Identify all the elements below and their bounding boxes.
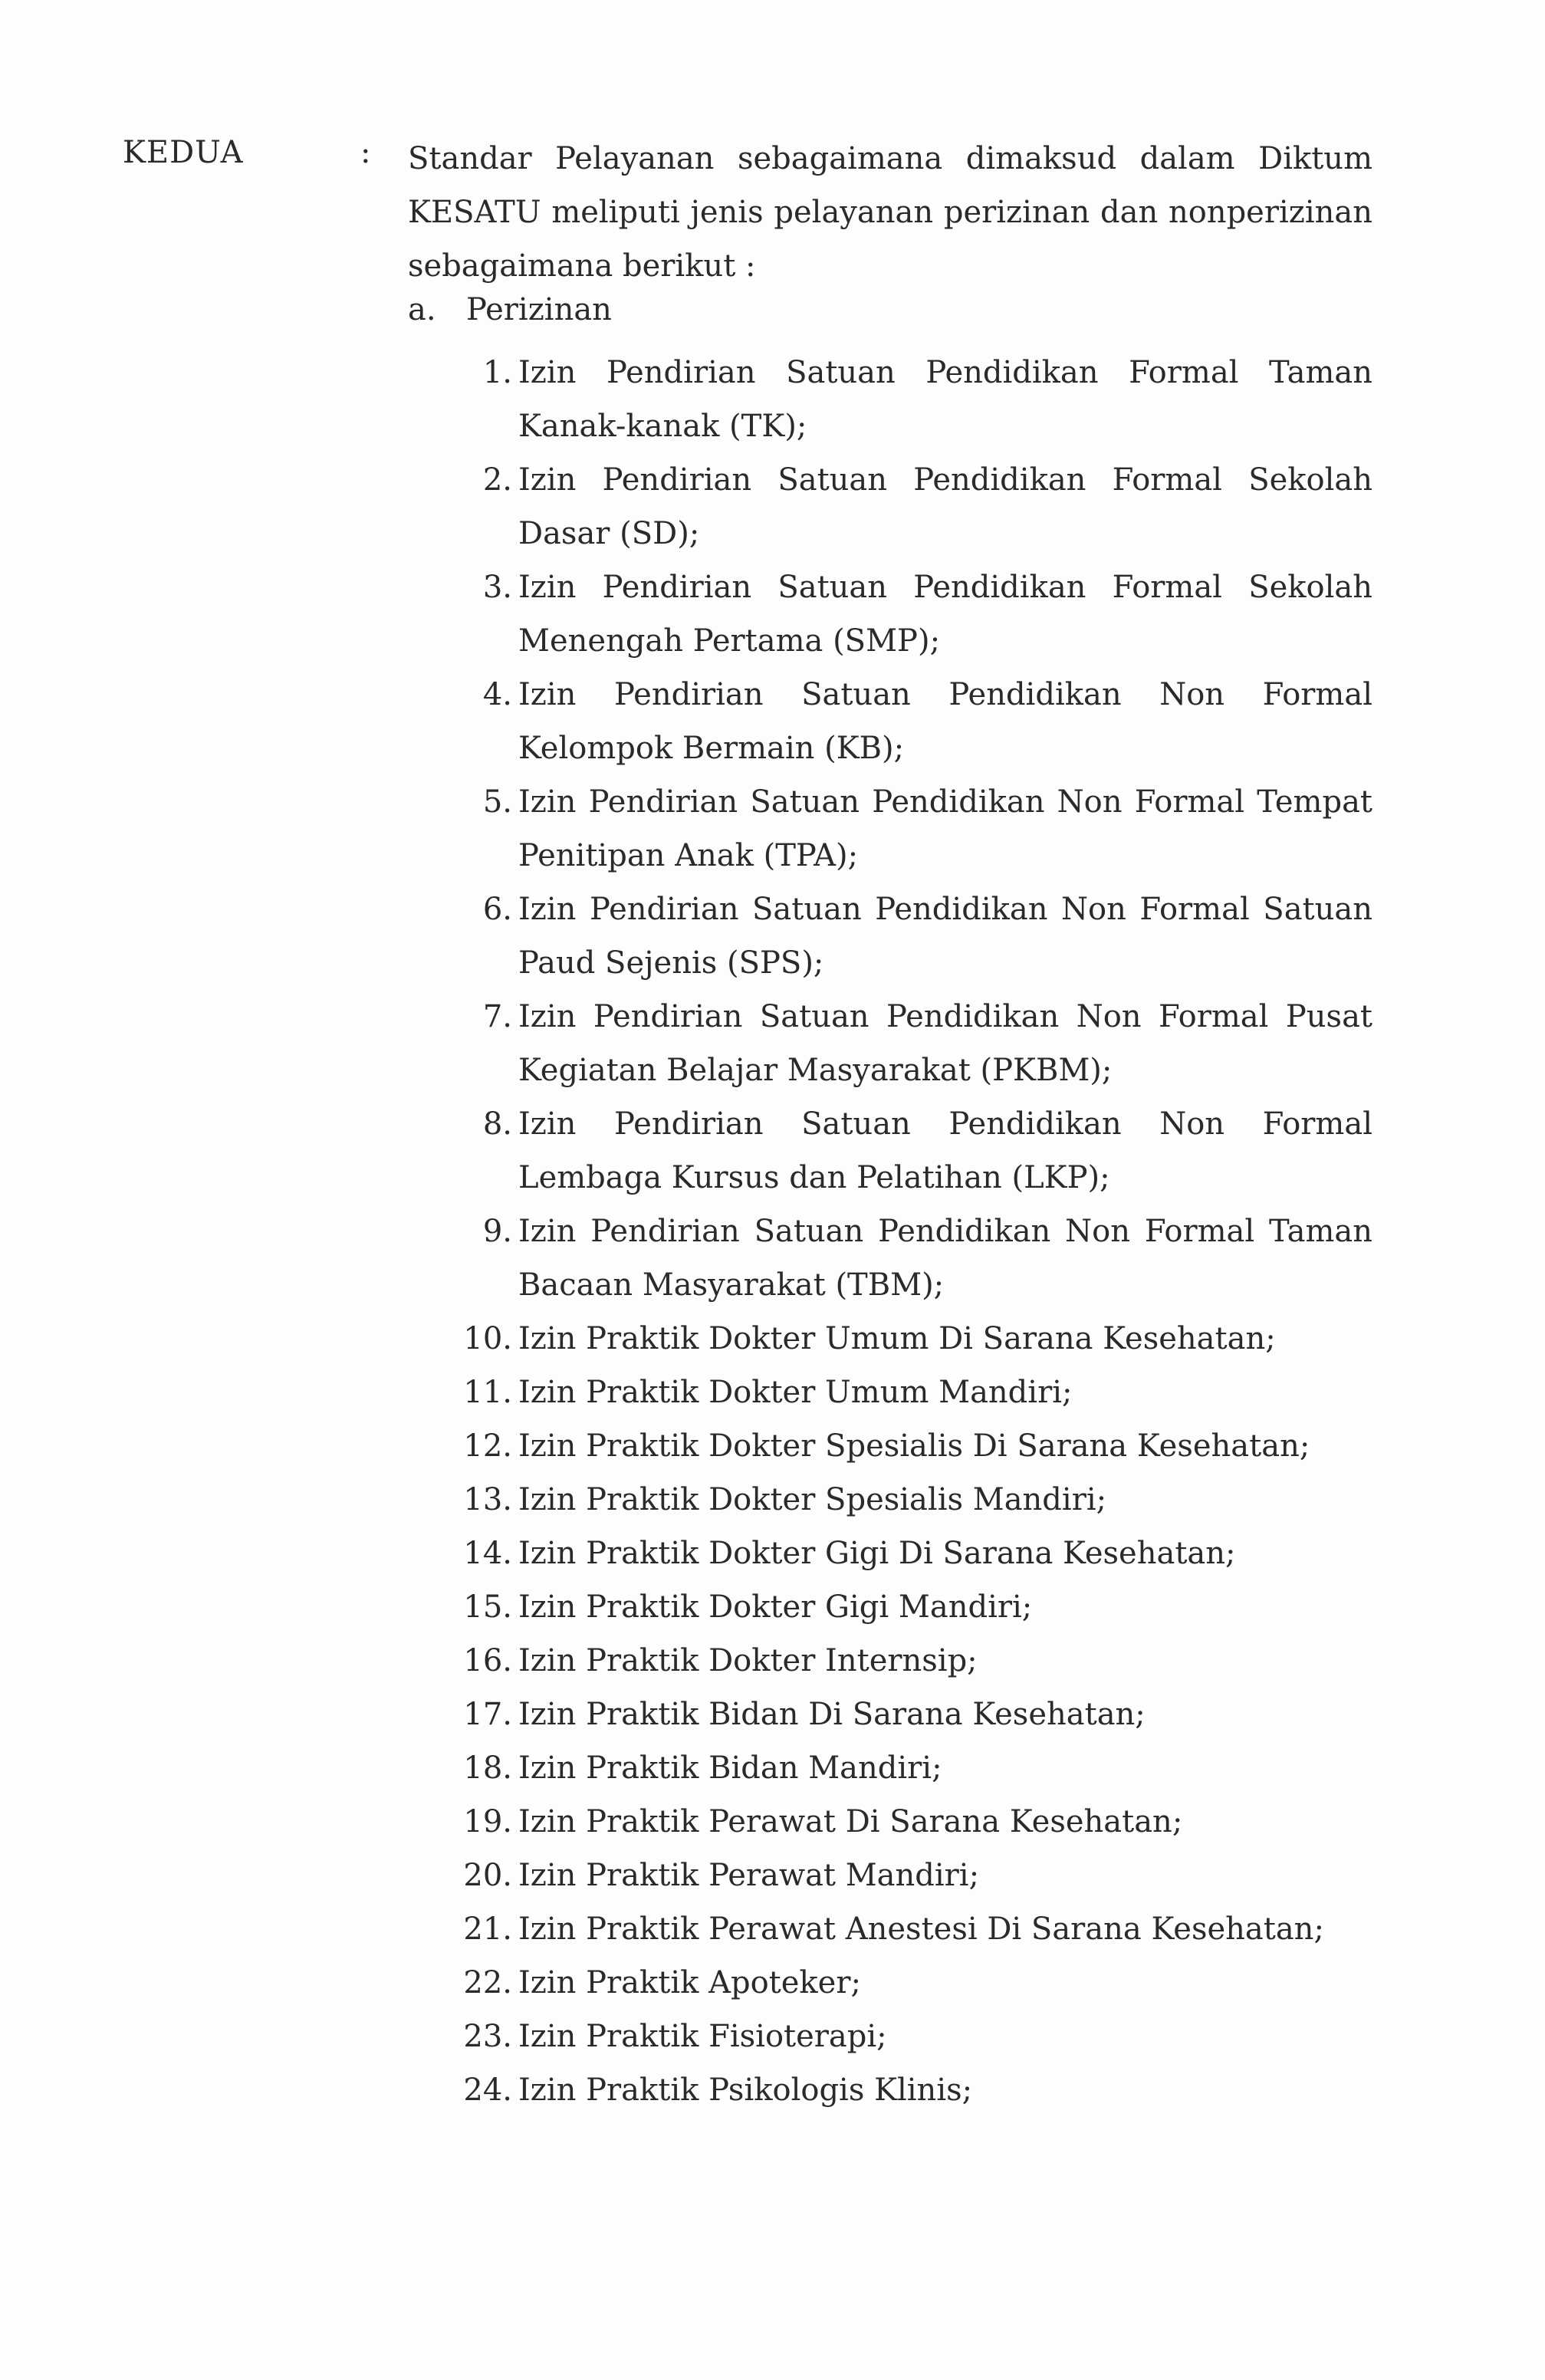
list-item-number: 2. [482, 462, 512, 498]
list-item-text: Izin Praktik Bidan Di Sarana Kesehatan; [518, 1697, 1146, 1732]
list-item [459, 2063, 1372, 2117]
list-item-text: Izin Praktik Bidan Mandiri; [518, 1750, 942, 1786]
list-item [459, 1688, 1372, 1741]
list-item [459, 1312, 1372, 1366]
label-separator: : [360, 135, 371, 170]
list-item-text: Izin Praktik Dokter Gigi Di Sarana Kesehatan; [518, 1536, 1236, 1571]
list-item-number: 20. [463, 1858, 512, 1893]
list-item-number: 1. [482, 355, 512, 390]
list-item-number: 23. [463, 2019, 512, 2054]
list-item [459, 1902, 1372, 1956]
list-item-text: Izin Pendirian Satuan Pendidikan Formal Taman Kanak-kanak (TK); [518, 355, 1372, 444]
list-item [459, 1097, 1372, 1205]
list-item-text: Izin Praktik Dokter Umum Mandiri; [518, 1375, 1073, 1410]
list-item-text: Izin Praktik Psikologis Klinis; [518, 2073, 973, 2108]
permit-list [459, 346, 1372, 2117]
list-item [459, 1956, 1372, 2010]
list-item-number: 13. [463, 1482, 512, 1517]
list-item-text: Izin Praktik Perawat Di Sarana Kesehatan; [518, 1804, 1183, 1839]
list-item [459, 453, 1372, 560]
list-item-number: 5. [482, 784, 512, 820]
list-item-text: Izin Praktik Perawat Anestesi Di Sarana Kesehatan; [518, 1912, 1324, 1947]
list-item [459, 346, 1372, 453]
list-item-number: 14. [463, 1536, 512, 1571]
list-item [459, 1580, 1372, 1634]
list-item-text: Izin Praktik Dokter Spesialis Di Sarana Kesehatan; [518, 1428, 1310, 1464]
list-item-number: 15. [463, 1589, 512, 1625]
list-item-text: Izin Pendirian Satuan Pendidikan Non Formal Pusat Kegiatan Belajar Masyarakat (PKBM); [518, 999, 1372, 1088]
list-item-text: Izin Pendirian Satuan Pendidikan Formal Sekolah Dasar (SD); [518, 462, 1372, 551]
list-item-number: 6. [482, 892, 512, 927]
intro-paragraph: Standar Pelayanan sebagaimana dimaksud dalam Diktum KESATU meliputi jenis pelayanan perizinan dan nonperizinan sebagaimana berikut : [408, 141, 1372, 284]
list-item [459, 883, 1372, 990]
list-item [459, 1473, 1372, 1527]
list-item-number: 8. [482, 1106, 512, 1142]
list-item-number: 10. [463, 1321, 512, 1356]
list-item-number: 9. [482, 1214, 512, 1249]
list-item-text: Izin Pendirian Satuan Pendidikan Non Formal Tempat Penitipan Anak (TPA); [518, 784, 1372, 873]
list-item-number: 4. [482, 677, 512, 712]
list-item-text: Izin Praktik Perawat Mandiri; [518, 1858, 980, 1893]
list-item-number: 24. [463, 2073, 512, 2108]
list-item-number: 11. [463, 1375, 512, 1410]
list-item-number: 17. [463, 1697, 512, 1732]
list-item-text: Izin Praktik Apoteker; [518, 1965, 861, 2000]
list-item [459, 668, 1372, 775]
list-item [459, 1419, 1372, 1473]
section-label: KEDUA [123, 135, 244, 170]
list-item [459, 775, 1372, 883]
list-item [459, 1741, 1372, 1795]
list-item [459, 990, 1372, 1097]
list-item-number: 21. [463, 1912, 512, 1947]
list-item-text: Izin Praktik Dokter Umum Di Sarana Kesehatan; [518, 1321, 1276, 1356]
sub-heading [408, 292, 612, 327]
list-item [459, 560, 1372, 668]
list-item-text: Izin Pendirian Satuan Pendidikan Non Formal Satuan Paud Sejenis (SPS); [518, 892, 1372, 981]
list-item [459, 1795, 1372, 1849]
list-item-number: 22. [463, 1965, 512, 2000]
list-item [459, 1634, 1372, 1688]
sub-heading-marker: a. [408, 292, 436, 327]
list-item-text: Izin Pendirian Satuan Pendidikan Non Formal Lembaga Kursus dan Pelatihan (LKP); [518, 1106, 1372, 1195]
list-item [459, 1366, 1372, 1419]
list-item-number: 12. [463, 1428, 512, 1464]
list-item [459, 1849, 1372, 1902]
list-item [459, 1527, 1372, 1580]
list-item-number: 16. [463, 1643, 512, 1678]
list-item-number: 7. [482, 999, 512, 1034]
list-item [459, 2010, 1372, 2063]
list-item-text: Izin Praktik Dokter Internsip; [518, 1643, 978, 1678]
list-item-text: Izin Praktik Dokter Gigi Mandiri; [518, 1589, 1033, 1625]
list-item-number: 18. [463, 1750, 512, 1786]
list-item-text: Izin Pendirian Satuan Pendidikan Non Formal Kelompok Bermain (KB); [518, 677, 1372, 766]
list-item [459, 1205, 1372, 1312]
list-item-text: Izin Pendirian Satuan Pendidikan Non Formal Taman Bacaan Masyarakat (TBM); [518, 1214, 1372, 1303]
list-item-number: 19. [463, 1804, 512, 1839]
list-item-number: 3. [482, 570, 512, 605]
list-item-text: Izin Pendirian Satuan Pendidikan Formal Sekolah Menengah Pertama (SMP); [518, 570, 1372, 659]
list-item-text: Izin Praktik Dokter Spesialis Mandiri; [518, 1482, 1107, 1517]
list-item-text: Izin Praktik Fisioterapi; [518, 2019, 887, 2054]
sub-heading-title: Perizinan [466, 292, 612, 327]
